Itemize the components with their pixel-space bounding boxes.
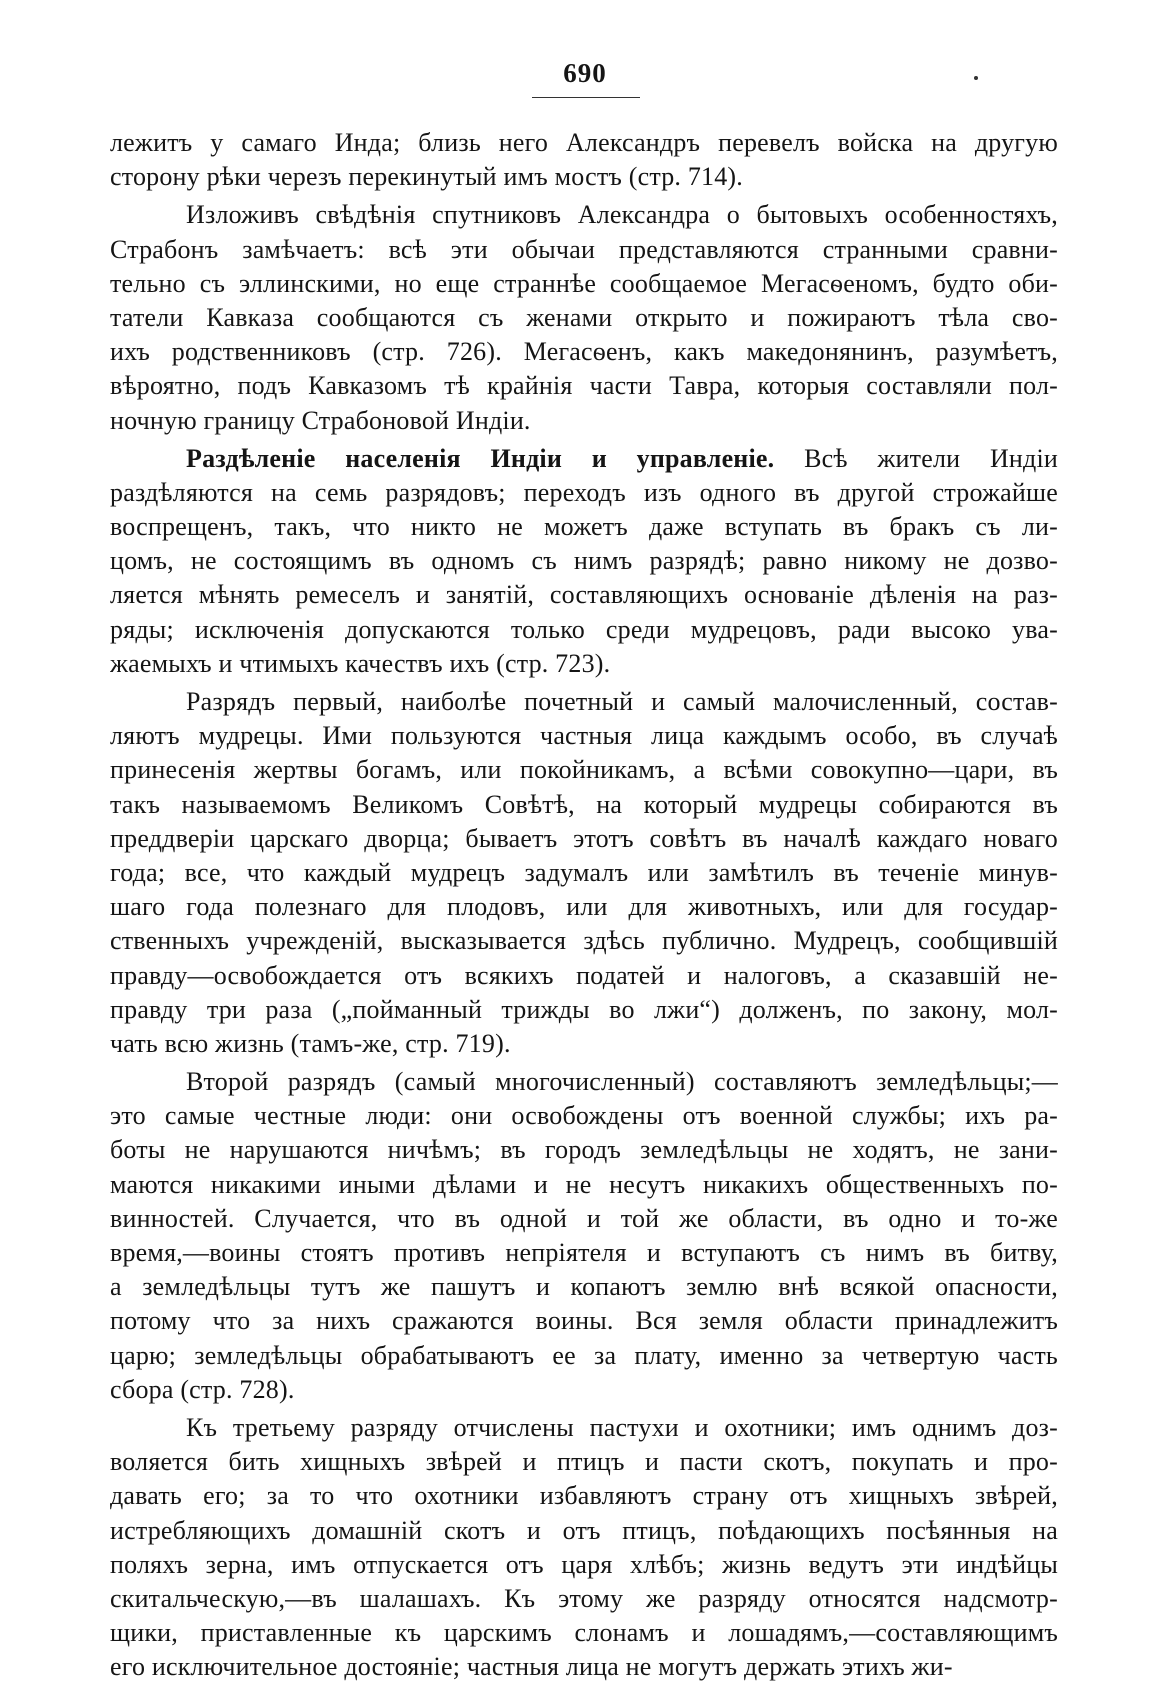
line-text: Изложивъ свѣдѣнія спутниковъ Александра о бытовыхъ особенностяхъ, — [186, 200, 1058, 230]
line-text: Всѣ жители Индіи — [774, 443, 1058, 473]
line-text: Разрядъ первый, наиболѣе почетный и самый малочисленный, состав- — [186, 687, 1058, 716]
line-text: маются никакими иными дѣлами и не несутъ никакихъ общественныхъ по- — [110, 1169, 1058, 1199]
line-text: боты не нарушаются ничѣмъ; въ городъ земледѣльцы не ходятъ, не зани- — [110, 1135, 1058, 1165]
text-line — [110, 1168, 1058, 1202]
text-line — [110, 1479, 1058, 1513]
paragraph — [110, 685, 1058, 1061]
line-text: Второй разрядъ (самый многочисленный) составляютъ земледѣльцы;— — [186, 1067, 1058, 1097]
line-text: поляхъ зерна, имъ отпускается отъ царя хлѣбъ; жизнь ведутъ эти индѣйцы — [110, 1549, 1058, 1579]
line-text: тельно съ эллинскими, но еще страннѣе сообщаемое Мегасѳеномъ, будто оби- — [110, 268, 1058, 298]
paragraph — [110, 442, 1058, 681]
text-line — [110, 233, 1058, 267]
line-text: а земледѣльцы тутъ же пашутъ и копаютъ землю внѣ всякой опасности, — [110, 1272, 1058, 1302]
text-line — [110, 510, 1058, 544]
text-line — [110, 788, 1058, 822]
line-text: воспрещенъ, такъ, что никто не можетъ даже вступать въ бракъ съ ли- — [110, 512, 1058, 542]
text-line — [110, 335, 1058, 369]
line-text: правду—освобождается отъ всякихъ податей и налоговъ, а сказавшій не- — [110, 960, 1058, 990]
line-text: ственныхъ учрежденій, высказывается здѣсь публично. Мудрецъ, сообщившій — [110, 926, 1058, 956]
text-line — [110, 753, 1058, 787]
text-line — [110, 647, 1058, 681]
line-text: щики, приставленные къ царскимъ слонамъ и лошадямъ,—составляющимъ — [110, 1618, 1058, 1648]
text-line — [110, 126, 1058, 160]
line-text: принесенія жертвы богамъ, или покойникамъ, а всѣми совокупно—цари, въ — [110, 755, 1058, 785]
text-line — [110, 1236, 1058, 1270]
text-line — [110, 822, 1058, 856]
text-line — [110, 442, 1058, 476]
section-heading: Раздѣленіе населенія Индіи и управленіе. — [186, 443, 775, 473]
line-text: ряды; исключенія допускаются только среди мудрецовъ, ради высоко ува- — [110, 614, 1058, 644]
line-text: татели Кавказа сообщаются съ женами открыто и пожираютъ тѣла сво- — [110, 302, 1058, 332]
text-line — [110, 1514, 1058, 1548]
text-line — [110, 578, 1058, 612]
text-line — [110, 613, 1058, 647]
text-line — [110, 544, 1058, 578]
text-line — [110, 404, 1058, 438]
text-line — [110, 1099, 1058, 1133]
text-line — [110, 1270, 1058, 1304]
text-line — [110, 160, 1058, 194]
line-text: ночную границу Страбоновой Индіи. — [110, 405, 531, 435]
text-line — [110, 1616, 1058, 1650]
paragraph — [110, 1065, 1058, 1407]
text-line — [110, 198, 1058, 232]
line-text: ихъ родственниковъ (стр. 726). Мегасѳенъ, какъ македонянинъ, разумѣетъ, — [110, 337, 1058, 367]
line-text: раздѣляются на семь разрядовъ; переходъ изъ одного въ другой строжайше — [110, 477, 1058, 507]
paragraph — [110, 1411, 1058, 1684]
text-line — [110, 890, 1058, 924]
text-line — [110, 1339, 1058, 1373]
line-text: Страбонъ замѣчаетъ: всѣ эти обычаи представляются странными сравни- — [110, 234, 1058, 264]
text-line — [110, 1548, 1058, 1582]
body-text — [110, 126, 1058, 1684]
line-text: ляется мѣнять ремеселъ и занятій, составляющихъ основаніе дѣленія на раз- — [110, 580, 1058, 610]
text-line — [110, 1304, 1058, 1338]
line-text: давать его; за то что охотники избавляютъ страну отъ хищныхъ звѣрей, — [110, 1481, 1058, 1511]
line-text: года; все, что каждый мудрецъ задумалъ или замѣтилъ въ теченіе минув- — [110, 857, 1058, 887]
text-line — [110, 1582, 1058, 1616]
line-text: ляютъ мудрецы. Ими пользуются частныя лица каждымъ особо, въ случаѣ — [110, 721, 1058, 751]
line-text: преддверіи царскаго дворца; бываетъ этотъ совѣтъ въ началѣ каждаго новаго — [110, 823, 1058, 853]
line-text: сбора (стр. 728). — [110, 1374, 295, 1404]
text-line — [110, 1411, 1058, 1445]
paragraph — [110, 198, 1058, 437]
line-text: винностей. Случается, что въ одной и той же области, въ одно и то-же — [110, 1203, 1058, 1233]
text-line — [110, 1445, 1058, 1479]
line-text: скитальческую,—въ шалашахъ. Къ этому же разряду относятся надсмотр- — [110, 1583, 1058, 1613]
line-text: чать всю жизнь (тамъ-же, стр. 719). — [110, 1028, 511, 1058]
text-line — [110, 685, 1058, 719]
text-line — [110, 1065, 1058, 1099]
line-text: правду три раза („пойманный трижды во лжи“) долженъ, по закону, мол- — [110, 994, 1058, 1024]
text-line — [110, 719, 1058, 753]
page-number: 690 — [563, 58, 607, 88]
line-text: вѣроятно, подъ Кавказомъ тѣ крайнія части Тавра, которыя составляли пол- — [110, 371, 1058, 401]
text-line — [110, 1373, 1058, 1407]
line-text: истребляющихъ домашній скотъ и отъ птицъ, поѣдающихъ посѣянныя на — [110, 1515, 1058, 1545]
line-text: Къ третьему разряду отчислены пастухи и охотники; имъ однимъ доз- — [186, 1412, 1058, 1442]
line-text: сторону рѣки черезъ перекинутый имъ мостъ (стр. 714). — [110, 162, 743, 192]
page-number-rule — [532, 97, 640, 98]
line-text: лежитъ у самаго Инда; близь него Александръ перевелъ войска на другую — [110, 128, 1058, 157]
paragraph — [110, 126, 1058, 194]
line-text: воляется бить хищныхъ звѣрей и птицъ и пасти скотъ, покупать и про- — [110, 1447, 1058, 1477]
text-line — [110, 993, 1058, 1027]
text-line — [110, 301, 1058, 335]
text-line — [110, 1027, 1058, 1061]
line-text: это самые честные люди: они освобождены отъ военной службы; ихъ ра- — [110, 1101, 1058, 1131]
print-speck — [974, 76, 978, 80]
line-text: цомъ, не состоящимъ въ одномъ съ нимъ разрядѣ; равно никому не дозво- — [110, 546, 1058, 576]
line-text: шаго года полезнаго для плодовъ, или для животныхъ, или для государ- — [110, 892, 1058, 922]
text-line — [110, 267, 1058, 301]
line-text: его исключительное достояніе; частныя лица не могутъ держать этихъ жи- — [110, 1652, 953, 1682]
line-text: жаемыхъ и чтимыхъ качествъ ихъ (стр. 723). — [110, 648, 611, 678]
text-line — [110, 1202, 1058, 1236]
text-line — [110, 924, 1058, 958]
text-line — [110, 369, 1058, 403]
line-text: время,—воины стоятъ противъ непріятеля и вступаютъ съ нимъ въ битву, — [110, 1238, 1058, 1267]
text-line — [110, 1133, 1058, 1167]
text-line — [110, 856, 1058, 890]
text-line — [110, 476, 1058, 510]
line-text: потому что за нихъ сражаются воины. Вся земля области принадлежитъ — [110, 1306, 1058, 1336]
text-line — [110, 959, 1058, 993]
line-text: такъ называемомъ Великомъ Совѣтѣ, на который мудрецы собираются въ — [110, 789, 1058, 819]
text-line — [110, 1650, 1058, 1684]
line-text: царю; земледѣльцы обрабатываютъ ее за плату, именно за четвертую часть — [110, 1340, 1058, 1370]
